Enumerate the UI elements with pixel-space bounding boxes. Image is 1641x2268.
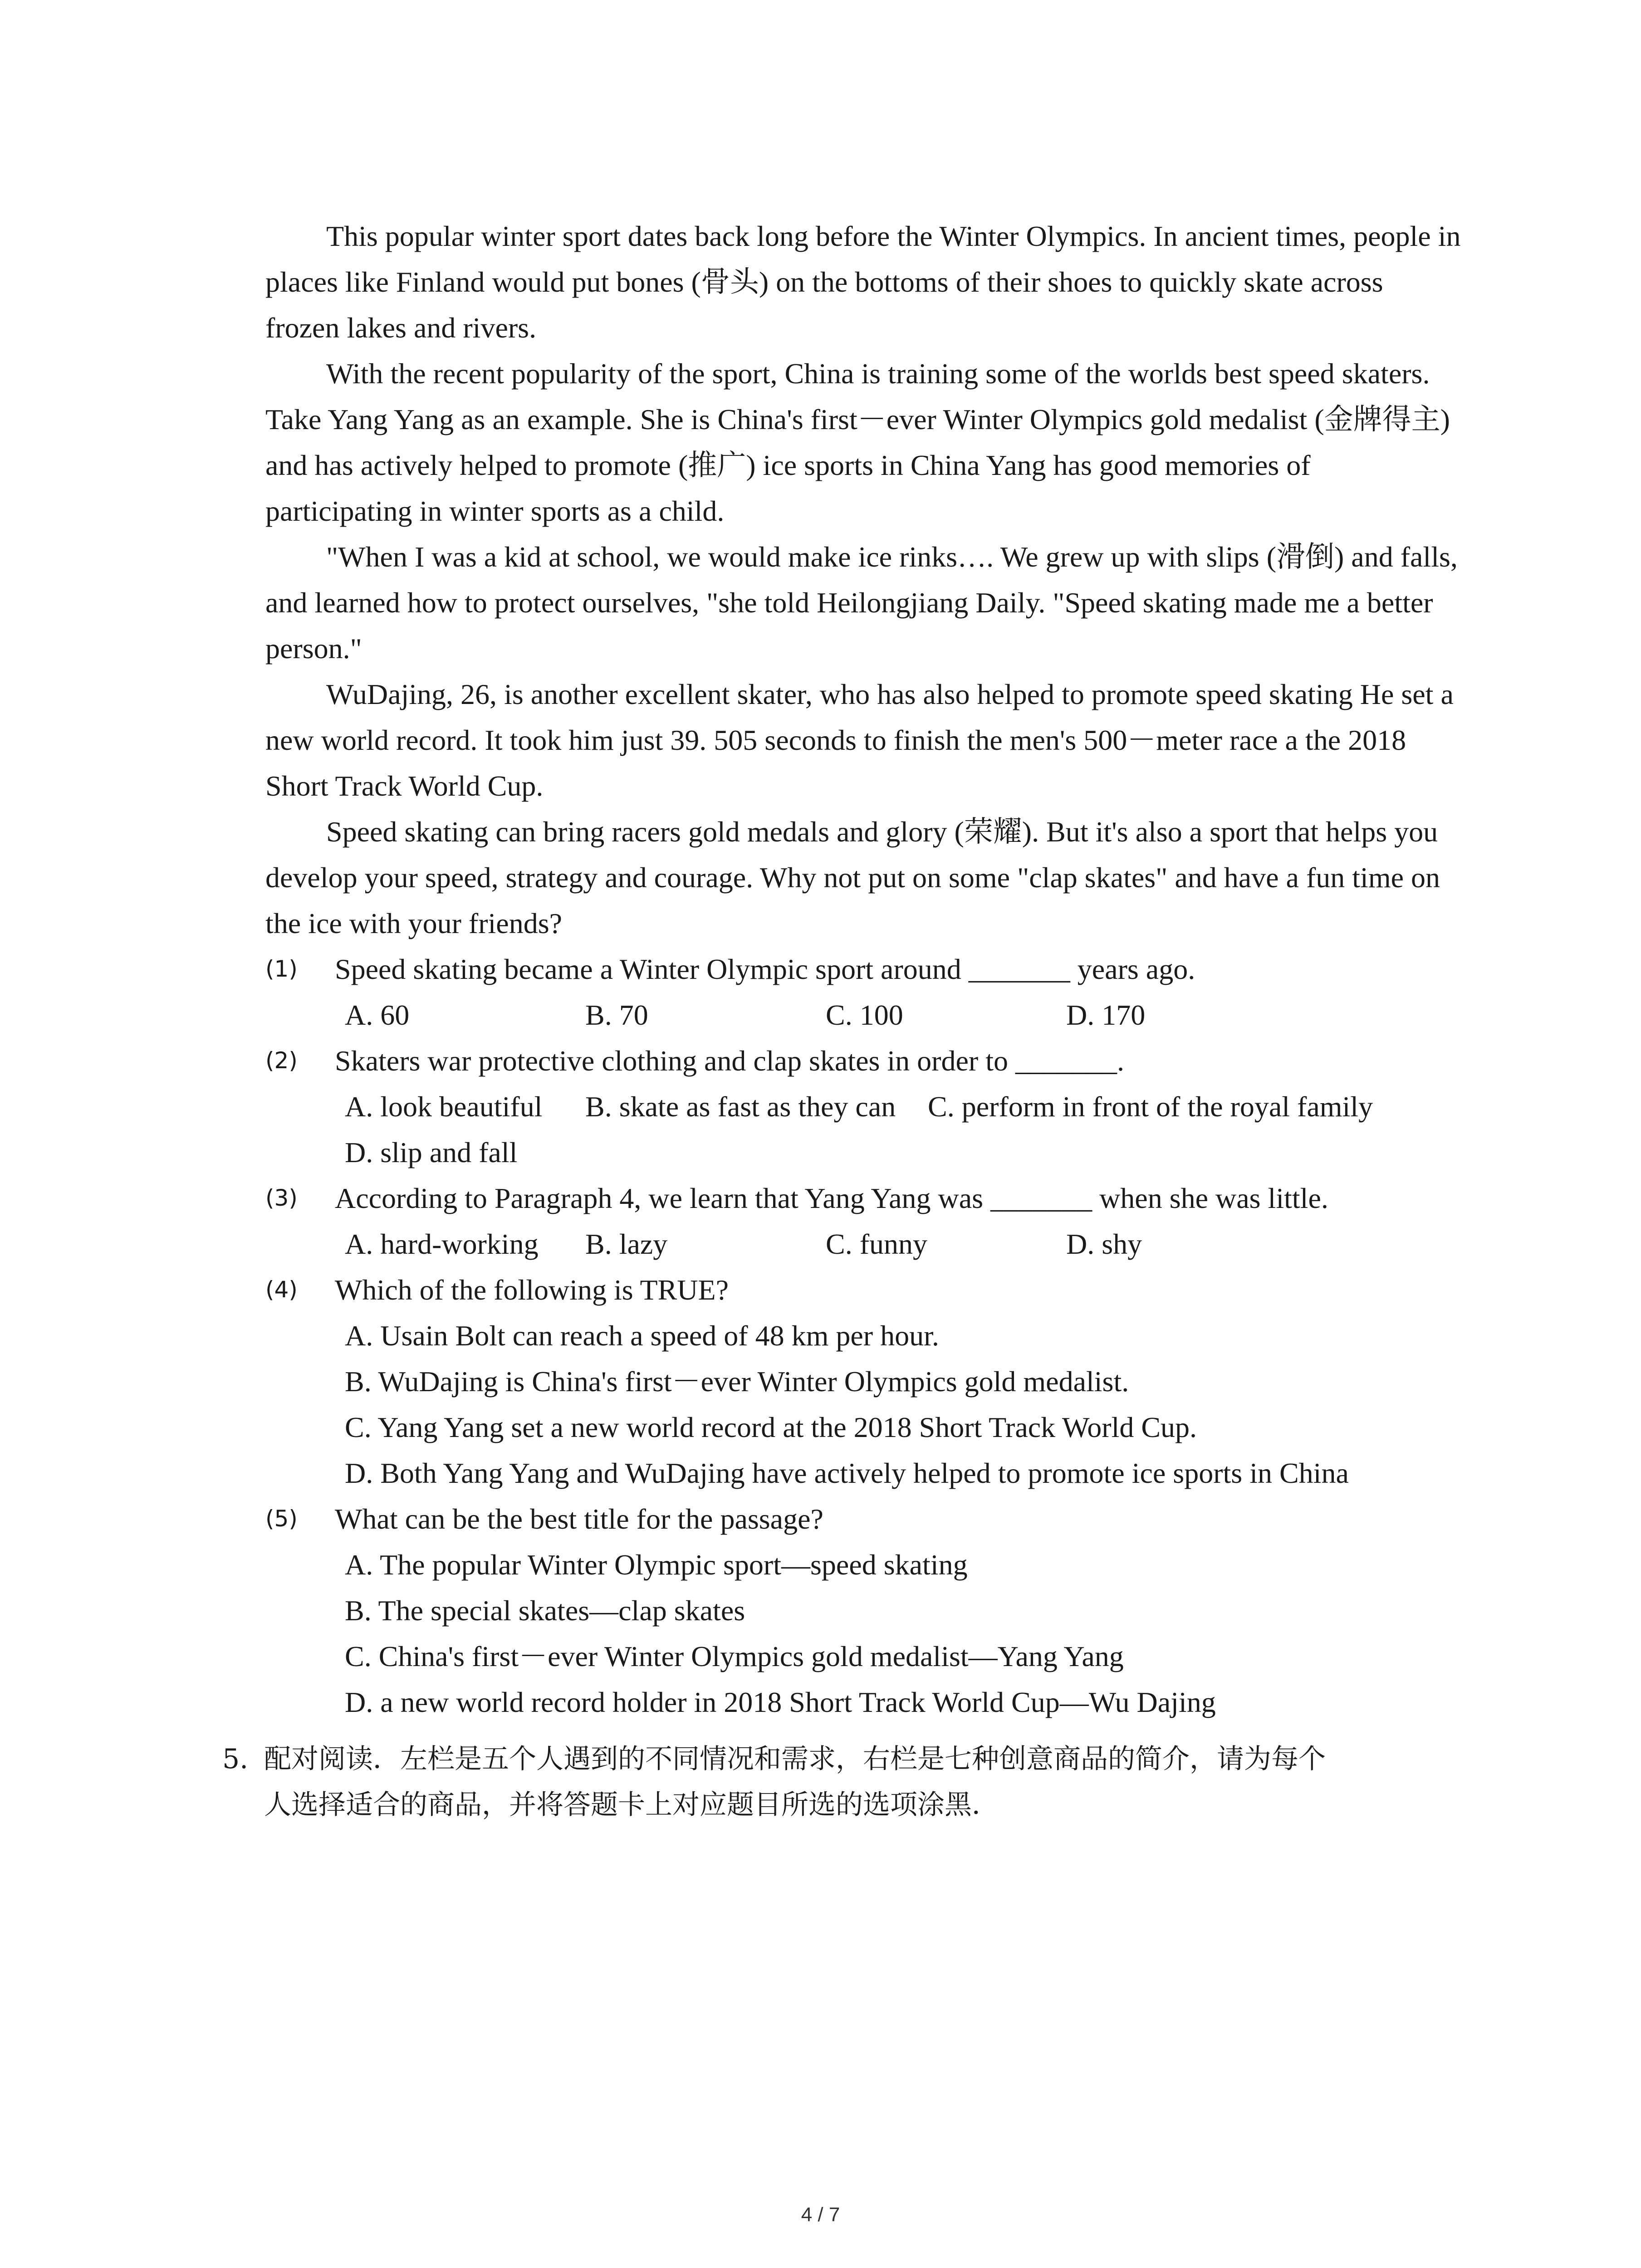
option-d: D. slip and fall (345, 1136, 518, 1168)
section-5-instructions (222, 1736, 1456, 1828)
question-number: (2) (265, 1047, 298, 1074)
passage-paragraph-3: "When I was a kid at school, we would make ice rinks…. We grew up with slips (滑倒) and falls, and learned how to protect ourselves, "she told Heilongjiang Daily. "Speed skating made me a better person." (265, 541, 1465, 665)
passage-paragraph-4: WuDajing, 26, is another excellent skater, who has also helped to promote speed skating He set a new world record. It took him just 39. 505 seconds to finish the men's 500－meter race a the 2018 Short Track World Cup. (265, 678, 1461, 802)
option-b: B. 70 (585, 999, 648, 1031)
option-d: D. Both Yang Yang and WuDajing have actively helped to promote ice sports in China (345, 1457, 1349, 1489)
question-3 (265, 1175, 1472, 1221)
option-d: D. 170 (1066, 999, 1146, 1031)
page-number: 4 / 7 (801, 2204, 840, 2226)
option-c: C. funny (826, 1228, 927, 1260)
question-text: What can be the best title for the passage? (335, 1503, 823, 1535)
section-number: 5. (222, 1743, 249, 1775)
option-d: D. shy (1066, 1228, 1142, 1260)
option-b: B. skate as fast as they can (585, 1090, 896, 1123)
option-c: C. China's first－ever Winter Olympics gold medalist—Yang Yang (345, 1640, 1124, 1672)
question-text: Speed skating became a Winter Olympic sport around _______ years ago. (335, 953, 1195, 985)
passage-paragraph-1: This popular winter sport dates back long before the Winter Olympics. In ancient times, people in places like Finland would put bones (骨头) on the bottoms of their shoes to quickly skate across frozen lakes and rivers. (265, 220, 1468, 344)
question-number: (1) (265, 956, 298, 982)
option-c: C. 100 (826, 999, 903, 1031)
question-number: (3) (265, 1185, 298, 1211)
passage-paragraph-5: Speed skating can bring racers gold medals and glory (荣耀). But it's also a sport that helps you develop your speed, strategy and courage. Why not put on some "clap skates" and have a fun time on the ice with your friends? (265, 816, 1447, 939)
option-b: B. WuDajing is China's first－ever Winter Olympics gold medalist. (345, 1365, 1129, 1398)
option-b: B. The special skates—clap skates (345, 1594, 745, 1627)
question-number: (5) (265, 1505, 298, 1532)
option-c: C. Yang Yang set a new world record at the 2018 Short Track World Cup. (345, 1411, 1197, 1443)
option-a: A. 60 (345, 999, 410, 1031)
instructions-line-1: 配对阅读．左栏是五个人遇到的不同情况和需求，右栏是七种创意商品的简介，请为每个 (264, 1743, 1326, 1775)
option-a: A. hard-working (345, 1228, 539, 1260)
option-a: A. look beautiful (345, 1090, 543, 1123)
option-a: A. The popular Winter Olympic sport—speed skating (345, 1549, 968, 1581)
option-b: B. lazy (585, 1228, 668, 1260)
question-number: (4) (265, 1276, 298, 1303)
option-c: C. perform in front of the royal family (928, 1090, 1373, 1123)
passage-paragraph-2: With the recent popularity of the sport, China is training some of the worlds best speed skaters. Take Yang Yang as an example. She is China's first－ever Winter Olympics gold medalist (金牌得主) and has actively helped to promote (推广) ice sports in China Yang has good memories of participating in winter sports as a child. (265, 357, 1457, 527)
question-1 (265, 946, 1472, 992)
question-text: According to Paragraph 4, we learn that Yang Yang was _______ when she was little. (335, 1182, 1328, 1214)
question-5 (265, 1496, 1472, 1542)
question-2 (265, 1038, 1472, 1084)
option-a: A. Usain Bolt can reach a speed of 48 km per hour. (345, 1320, 939, 1352)
question-4 (265, 1267, 1472, 1313)
instructions-line-2: 人选择适合的商品，并将答题卡上对应题目所选的选项涂黑． (264, 1789, 999, 1821)
option-d: D. a new world record holder in 2018 Short Track World Cup—Wu Dajing (345, 1686, 1216, 1718)
question-text: Skaters war protective clothing and clap skates in order to _______. (335, 1045, 1124, 1077)
question-text: Which of the following is TRUE? (335, 1274, 729, 1306)
